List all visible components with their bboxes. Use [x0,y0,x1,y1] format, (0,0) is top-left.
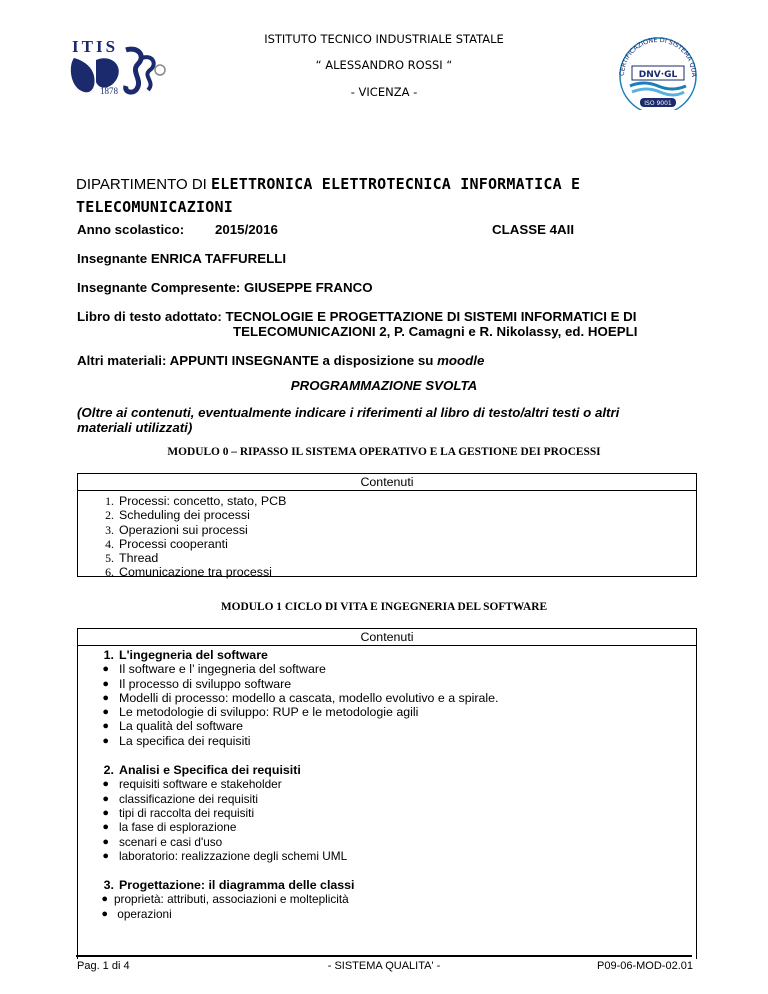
list-item: ● scenari e casi d'uso [102,834,223,849]
cert-iso: ISO 9001 [644,100,672,107]
section-3: 3. Progettazione: il diagramma delle classi ● proprietà: attributi, associazioni e molteplicità ● operazioni [78,863,696,921]
insegnante-compresente: Insegnante Compresente: GIUSEPPE FRANCO [77,280,373,295]
note-line-1: (Oltre ai contenuti, eventualmente indicare i riferimenti al libro di testo/altri testi o altri [77,405,620,420]
section-title: Progettazione: il diagramma delle classi [119,878,355,893]
list-item: ● Il software e l’ ingegneria del software [102,662,326,677]
department-name-2: TELECOMUNICAZIONI [76,198,233,216]
cert-arc-text: CERTIFICAZIONE DI SISTEMA QUA [617,35,699,78]
list-item: ● Le metodologie di sviluppo: RUP e le metodologie agili [102,705,419,720]
classe: CLASSE 4AII [492,222,575,237]
modulo1-header: Contenuti [78,629,696,646]
insegnante: Insegnante ENRICA TAFFURELLI [77,251,287,266]
programma-title: PROGRAMMAZIONE SVOLTA [290,378,478,393]
modulo1-title: MODULO 1 CICLO DI VITA E INGEGNERIA DEL SOFTWARE [220,601,548,613]
page-number: Pag. 1 di 4 [77,960,130,972]
list-item: ● proprietà: attributi, associazioni e molteplicità [101,892,349,907]
section-1: 1. L'ingegneria del software ● Il software e l’ ingegneria del software ● Il processo di sviluppo software ● Modelli di processo: modello a cascata, modello evolutivo e a spirale. ● Le metodologie di sviluppo: RUP e le metodologie agili ● La qualità del software ● La specifica dei requisiti [78,646,696,748]
logo-year: 1878 [100,86,118,96]
school-city: - VICENZA - [350,85,418,99]
document-code: P09-06-MOD-02.01 [597,960,693,972]
modulo0-table [77,473,697,580]
libro-line-2: TELECOMUNICAZIONI 2, P. Camagni e R. Nikolassy, ed. HOEPLI [233,324,638,339]
libro-line-1: Libro di testo adottato: TECNOLOGIE E PROGETTAZIONE DI SISTEMI INFORMATICI E DI [77,309,637,324]
list-item: ● La specifica dei requisiti [102,733,251,748]
list-item: ● Il processo di sviluppo software [102,676,292,691]
list-item: 5. Thread [105,551,159,566]
modulo1-table [77,628,697,959]
cert-brand: DNV·GL [638,70,678,80]
list-item: ● requisiti software e stakeholder [102,777,282,792]
list-item: 2. Scheduling dei processi [105,508,250,523]
altri-moodle: moodle [437,353,485,368]
modulo0-list [78,491,696,580]
modulo0-header: Contenuti [78,474,696,491]
department-name-1: ELETTRONICA ELETTROTECNICA INFORMATICA E [211,175,581,193]
footer-rule [76,955,692,957]
list-item: ● classificazione dei requisiti [102,791,259,806]
list-item: 1. Processi: concetto, stato, PCB [105,494,287,508]
list-item: ● laboratorio: realizzazione degli schemi UML [102,848,348,863]
list-item: ● la fase di esplorazione [102,820,237,835]
altri-materiali [77,353,484,368]
list-item: 3. Operazioni sui processi [105,522,248,537]
section-title: L'ingegneria del software [119,648,268,662]
anno-label: Anno scolastico: [77,222,185,237]
list-item: ● Modelli di processo: modello a cascata, modello evolutivo e a spirale. [102,690,499,705]
school-dedication: “ ALESSANDRO ROSSI “ [315,58,453,72]
section-title: Analisi e Specifica dei requisiti [119,763,301,778]
anno-value: 2015/2016 [215,222,278,237]
list-item: 6. Comunicazione tra processi [105,565,272,580]
section-2: 2. Analisi e Specifica dei requisiti ● requisiti software e stakeholder ● classificazione dei requisiti ● tipi di raccolta dei requisiti ● la fase di esplorazione ● scenari e casi d'uso ● laboratorio: realizzazione degli schemi UML [78,748,696,863]
list-item: ● tipi di raccolta dei requisiti [102,805,255,820]
list-item: ● operazioni [101,906,172,921]
footer-center: - SISTEMA QUALITA' - [327,960,441,972]
logo-itis-text: ITIS [72,37,119,56]
list-item: ● La qualità del software [102,719,243,734]
altri-prefix: Altri materiali: APPUNTI INSEGNANTE a disposizione su [77,353,438,368]
department-prefix: DIPARTIMENTO DI [76,176,207,193]
note-line-2: materiali utilizzati) [77,420,193,435]
department-title [76,173,716,219]
certification-badge [610,30,705,110]
list-item: 4. Processi cooperanti [105,536,228,551]
school-name: ISTITUTO TECNICO INDUSTRIALE STATALE [264,32,504,46]
modulo0-title: MODULO 0 – RIPASSO IL SISTEMA OPERATIVO E LA GESTIONE DEI PROCESSI [167,446,601,458]
